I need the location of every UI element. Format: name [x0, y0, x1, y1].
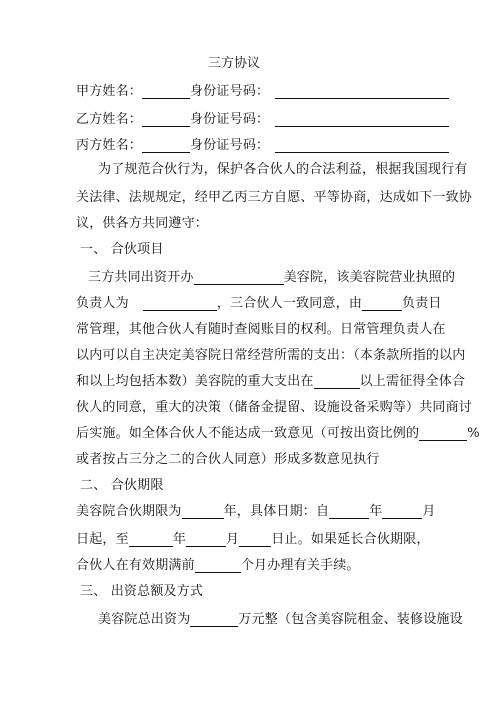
party-a-label: 甲方姓名： — [76, 84, 143, 99]
party-c-name-blank — [142, 138, 190, 153]
end-month-blank — [186, 532, 226, 547]
s1-line-8: 或者按占三分之二的合伙人同意）形成多数意见执行 — [76, 452, 380, 467]
party-a-name-blank — [142, 84, 190, 99]
s3-line-1: 美容院总出资为 万元整（包含美容院租金、装修设施设 — [98, 612, 463, 627]
major-expense-blank — [314, 374, 360, 389]
s2-line-3: 合伙人在有效期满前 个月办理有关手续。 — [76, 558, 360, 573]
party-c-id-blank — [275, 138, 449, 153]
salon-name-blank — [194, 270, 284, 285]
s2-line-2: 日起，至 年 月 日止。如果延长合伙期限， — [76, 532, 430, 547]
ratio-blank — [419, 426, 467, 441]
s2-line-1: 美容院合伙期限为 年，具体日期：自 年 月 — [76, 504, 436, 519]
document-title: 三方协议 — [207, 56, 260, 71]
party-b-id-label: 身份证号码： — [190, 112, 270, 127]
party-a-row — [76, 80, 449, 99]
intro-line-2: 关法律、法规规定，经甲乙丙三方自愿、平等协商，达成如下一致协 — [76, 190, 473, 205]
s1-line-6: 伙人的同意，重大的决策（储备金提留、设施设备采购等）共同商讨 — [76, 400, 473, 415]
party-b-row — [76, 108, 449, 127]
section-1-heading: 一、 合伙项目 — [80, 242, 164, 257]
party-a-id-label: 身份证号码： — [190, 84, 270, 99]
party-c-id-label: 身份证号码： — [190, 138, 270, 153]
intro-line-3: 议，供各方共同遵守： — [76, 216, 209, 231]
extension-months-blank — [195, 558, 241, 573]
section-3-heading: 三、 出资总额及方式 — [80, 584, 204, 599]
s1-line-1: 三方共同出资开办 美容院，该美容院营业执照的 — [88, 270, 456, 285]
s1-line-5: 和以上均包括本数）美容院的重大支出在 以上需征得全体合 — [76, 374, 466, 389]
party-c-row — [76, 134, 449, 153]
party-a-id-blank — [275, 84, 449, 99]
section-2-heading: 二、 合伙期限 — [80, 478, 164, 493]
license-holder-blank — [143, 296, 217, 311]
start-year-blank — [329, 504, 369, 519]
end-year-blank — [129, 532, 173, 547]
party-b-name-blank — [142, 112, 190, 127]
end-day-blank — [239, 532, 271, 547]
intro-line-1: 为了规范合伙行为，保护各合伙人的合法利益，根据我国现行有 — [98, 162, 468, 177]
party-c-label: 丙方姓名： — [76, 138, 143, 153]
s1-line-3: 常管理，其他合伙人有随时查阅账目的权利。日常管理负责人在 — [76, 322, 446, 337]
manager-blank — [362, 296, 402, 311]
term-years-blank — [182, 504, 224, 519]
s1-line-7: 后实施。如全体合伙人不能达成一致意见（可按出资比例的 % — [76, 426, 480, 441]
s1-line-2: 负责人为 ，三合伙人一致同意，由 负责日 — [76, 296, 442, 311]
party-b-label: 乙方姓名： — [76, 112, 143, 127]
party-b-id-blank — [275, 112, 449, 127]
start-month-blank — [382, 504, 422, 519]
s1-line-4: 以内可以自主决定美容院日常经营所需的支出：（本条款所指的以内 — [76, 348, 466, 363]
total-investment-blank — [190, 612, 238, 627]
